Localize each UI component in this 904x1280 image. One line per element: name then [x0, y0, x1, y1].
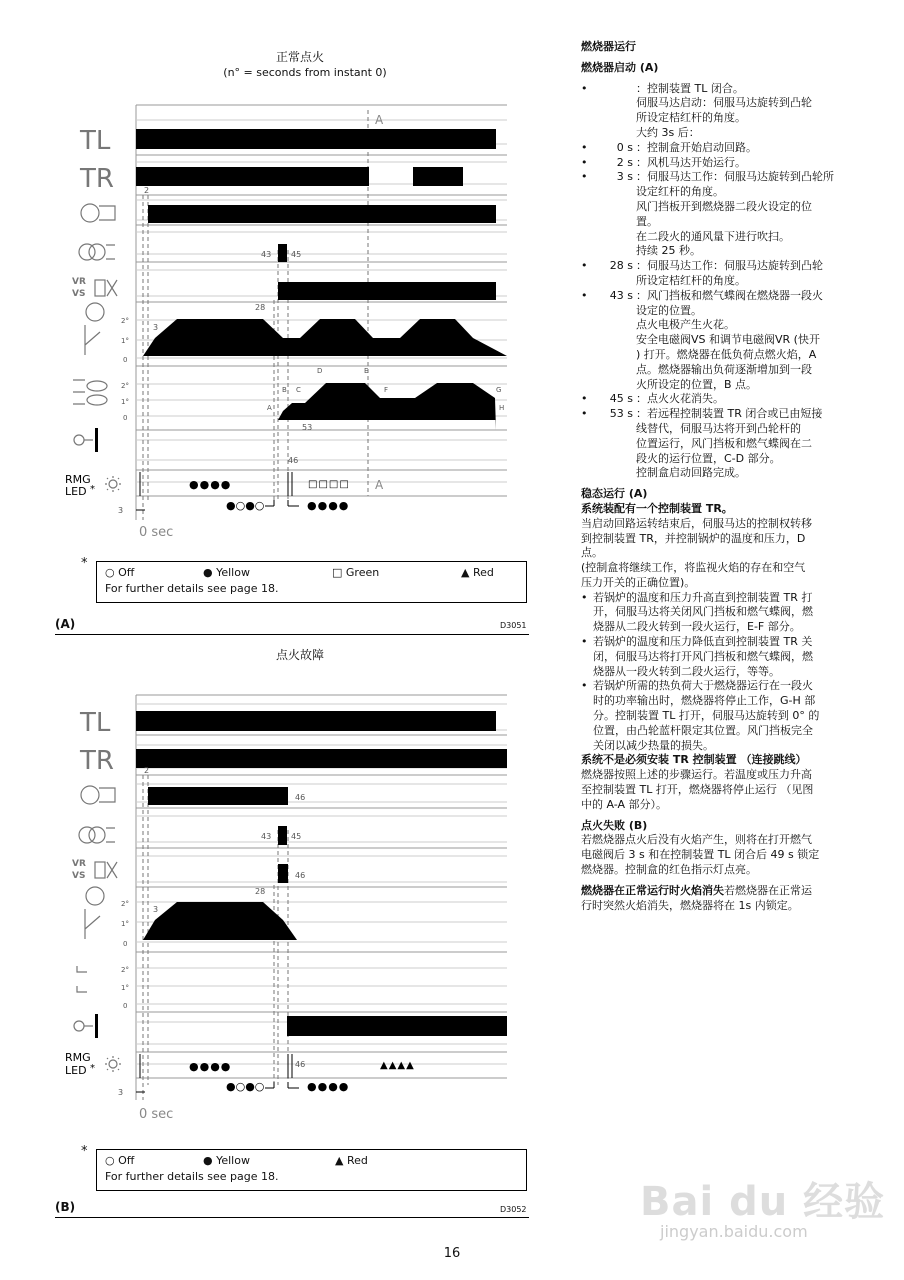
failure-line: 电磁阀后 3 s 和在控制装置 TL 闭合后 49 s 锁定	[581, 848, 820, 862]
legend-green: □ Green	[332, 566, 380, 579]
fig-a-led-seq-4: ●●●●	[307, 499, 350, 512]
steady-bullet-line: 时的功率输出时，燃烧器将停止工作，G-H 部	[593, 694, 816, 708]
fig-a-label-star: *	[90, 484, 95, 495]
fig-a-label-tr: TR	[80, 164, 114, 194]
start-item-line: ：伺服马达工作：伺服马达旋转到凸轮	[636, 259, 823, 273]
no-tr-line: 至控制装置 TL 打开，燃烧器将停止运行 （见图	[581, 783, 814, 797]
bullet: •	[581, 407, 588, 421]
steady-bullet-line: 烧器从二段火转到一段火运行，E-F 部分。	[593, 620, 801, 634]
steady-bullet-line: 位置，由凸轮蓝杆限定其位置。风门挡板完全	[593, 723, 813, 737]
fig-b-mark-45: 45	[291, 832, 302, 841]
fig-a-label-rmg: RMG	[65, 473, 91, 486]
start-item-line: ：控制装置 TL 闭合。	[636, 81, 744, 95]
start-item-line: ：点火火花消失。	[636, 392, 724, 406]
no-tr-line: 燃烧器按照上述的步骤运行。若温度或压力升高	[581, 768, 812, 782]
steady-bullet-line: 若锅炉所需的热负荷大于燃烧器运行在一段火	[593, 679, 813, 693]
fig-b-axis2-1: 1°	[121, 984, 129, 992]
fig-a-mark-2: 2	[144, 186, 150, 195]
start-item-line: 火所设定的位置，B 点。	[636, 377, 758, 391]
bullet: •	[581, 140, 588, 154]
fig-a-point-b: B	[282, 386, 287, 394]
fig-b-servomotor-icon	[85, 887, 104, 939]
fig-a-mark-45: 45	[291, 250, 302, 259]
fig-a-led-seq-1: ●●●●	[189, 478, 232, 491]
fig-b-label-rmg: RMG	[65, 1051, 91, 1064]
heading-ignition-failure: 点火失败 (B)	[581, 818, 648, 832]
start-items-list	[581, 82, 843, 482]
fig-a-mark-3: 3	[153, 323, 159, 332]
fig-a-mark-28: 28	[255, 303, 266, 312]
steady-line: (控制盒将继续工作，将监视火焰的存在和空气	[581, 561, 806, 575]
start-item	[581, 392, 843, 407]
fig-b-label-led: LED	[65, 1064, 87, 1077]
start-item	[581, 141, 843, 156]
fig-b-axis-2: 2°	[121, 900, 129, 908]
start-item-time: 45 s	[609, 392, 633, 406]
fig-b-legend	[96, 1149, 527, 1191]
fig-a-axis-2: 2°	[121, 317, 129, 325]
fig-a-mark-a-top: A	[375, 113, 384, 127]
fig-b-mark-43: 43	[261, 832, 272, 841]
start-item-line: ：控制盒开始启动回路。	[636, 140, 757, 154]
start-item-time: 28 s	[609, 259, 633, 273]
fig-a-gas-valve-icon	[73, 380, 107, 405]
legend-yellow: ● Yellow	[203, 566, 250, 579]
fig-a-label-vs: VS	[72, 289, 86, 299]
heading-no-tr: 系统不是必须安装 TR 控制装置 （连接跳线）	[581, 753, 807, 767]
fig-b-mark-46b: 46	[295, 871, 306, 880]
fig-a-legend	[96, 561, 527, 603]
fig-a-label-led: LED	[65, 485, 87, 498]
steady-paragraph	[581, 517, 843, 591]
fig-a-valve-icon	[95, 280, 117, 296]
start-item	[581, 259, 843, 289]
fig-b-tl-bar	[136, 711, 496, 731]
fig-b-timing-diagram	[55, 690, 515, 1130]
fig-b-fan-motor-icon	[81, 786, 115, 804]
fig-b-title: 点火故障	[275, 648, 324, 662]
fig-b-mark-46c: 46	[295, 1060, 306, 1069]
fig-b-gas-valve-icon	[77, 966, 87, 992]
fig-a-divider	[55, 634, 529, 635]
fig-b-label-vs: VS	[72, 871, 86, 881]
no-tr-line: 中的 A-A 部分）。	[581, 797, 668, 811]
start-item-time: 43 s	[609, 288, 633, 302]
fig-a-point-f: F	[384, 386, 389, 394]
start-item-line: 在二段火的通风量下进行吹扫。	[636, 229, 790, 243]
start-item-time: 0 s	[616, 140, 633, 154]
fig-a-mark-a-bottom: A	[375, 478, 384, 492]
steady-bullet	[581, 591, 843, 635]
page-number: 16	[443, 1246, 461, 1261]
fig-b-label-tr: TR	[80, 746, 114, 776]
start-item-line: 置。	[636, 214, 658, 228]
fig-b-flame-sensor-icon	[74, 1021, 93, 1031]
fig-b-legend-star: *	[81, 1144, 88, 1159]
fig-a-code: D3051	[500, 621, 527, 630]
start-item	[581, 407, 843, 481]
start-item	[581, 156, 843, 171]
fig-a-servo-curve	[143, 319, 507, 356]
fig-b-divider	[55, 1217, 529, 1218]
fig-a-ignition-transformer-icon	[79, 244, 115, 260]
bullet: •	[581, 81, 588, 95]
start-item-line: ：伺服马达工作：伺服马达旋转到凸轮所	[636, 170, 834, 184]
fig-a-point-a: A	[267, 404, 272, 412]
steady-line: 压力开关的正确位置)。	[581, 575, 696, 589]
fig-a-axis2-2: 2°	[121, 382, 129, 390]
start-item-line: ：若远程控制装置 TR 闭合或已由短接	[636, 407, 823, 421]
fig-a-mark-53: 53	[302, 423, 313, 432]
fig-b-axis-0: 0	[123, 940, 128, 948]
fig-b-label-tl: TL	[80, 708, 111, 738]
fig-a-valve-bar	[278, 282, 496, 300]
start-item-line: 风门挡板开到燃烧器二段火设定的位	[636, 199, 812, 213]
start-item-line: 段火的运行位置，C-D 部分。	[636, 451, 781, 465]
fig-a-mark-43: 43	[261, 250, 272, 259]
fig-a-label-tl: TL	[80, 126, 111, 156]
fig-b-tr-bar	[136, 749, 507, 768]
fig-a-mark-3-axis: 3	[118, 506, 124, 515]
heading-tr-installed: 系统装配有一个控制装置 TR。	[581, 501, 733, 515]
fig-a-ignition-bar	[278, 244, 287, 262]
start-item-time: 53 s	[609, 407, 633, 421]
fig-b-zero-sec: 0 sec	[139, 1107, 174, 1122]
start-item-line: 设定的位置。	[636, 303, 702, 317]
steady-line: 当启动回路运转结束后，伺服马达的控制权转移	[581, 516, 812, 530]
fig-a-point-g: G	[496, 386, 502, 394]
fig-a-mark-46: 46	[288, 456, 299, 465]
fig-b-mark-28: 28	[255, 887, 266, 896]
fig-a-axis2-1: 1°	[121, 398, 129, 406]
fig-a-point-h: H	[499, 404, 505, 412]
start-item-line: 持续 25 秒。	[636, 244, 701, 258]
fig-a-led-seq-2: ●○●○	[226, 499, 265, 512]
fig-a-tr-bar-1	[136, 167, 369, 186]
fig-a-led-sun-icon	[105, 476, 121, 492]
start-item-line: 位置运行，风门挡板和燃气蝶阀在二	[636, 436, 812, 450]
start-item-line: 设定红杆的角度。	[636, 185, 724, 199]
start-item-time: 2 s	[616, 155, 633, 169]
fig-b-led-seq-4: ▲▲▲▲	[380, 1060, 415, 1071]
fig-a-timing-diagram	[55, 100, 515, 550]
fig-b-led-sun-icon	[105, 1056, 121, 1072]
fig-b-led-seq-1: ●●●●	[189, 1060, 232, 1073]
heading-burner-start: 燃烧器启动 (A)	[581, 60, 659, 74]
flame-loss-paragraph	[581, 884, 843, 899]
legend-note: For further details see page 18.	[105, 582, 279, 595]
steady-bullet	[581, 635, 843, 679]
start-item	[581, 289, 843, 393]
no-tr-paragraph	[581, 768, 843, 812]
fig-b-led-seq-2: ●○●○	[226, 1080, 265, 1093]
start-item-line: 伺服马达启动：伺服马达旋转到凸轮	[636, 96, 812, 110]
fig-a-zero-sec: 0 sec	[139, 525, 174, 540]
start-item-line: ：风机马达开始运行。	[636, 155, 746, 169]
start-item-line: ) 打开。燃烧器在低负荷点燃火焰，A	[636, 347, 817, 361]
steady-bullet-line: 关闭以减少热量的损失。	[593, 738, 714, 752]
fig-a-axis2-0: 0	[123, 414, 128, 422]
legend-off: ○ Off	[105, 1154, 135, 1167]
fig-a-flame-sensor-icon	[74, 435, 93, 445]
fig-b-axis2-0: 0	[123, 1002, 128, 1010]
heading-steady-run: 稳态运行 (A)	[581, 487, 648, 501]
flame-loss-text-1: 若燃烧器在正常运	[724, 883, 812, 897]
fig-b-mark-46a: 46	[295, 793, 306, 802]
steady-line: 点。	[581, 546, 603, 560]
fig-a-servomotor-icon	[85, 303, 104, 355]
start-item-line: ：风门挡板和燃气蝶阀在燃烧器一段火	[636, 288, 823, 302]
start-item-line: 点。燃烧器输出负荷逐渐增加到一段	[636, 362, 812, 376]
fig-b-valve-bar	[278, 864, 288, 883]
steady-bullet-line: 若锅炉的温度和压力降低直到控制装置 TR 关	[593, 635, 813, 649]
fig-a-point-c: C	[296, 386, 301, 394]
fig-a-fan-bar	[148, 205, 496, 223]
steady-bullet-line: 分。控制装置 TL 打开，伺服马达旋转到 0° 的	[593, 709, 820, 723]
failure-line: 若燃烧器点火后没有火焰产生，则将在打开燃气	[581, 833, 812, 847]
fig-b-code: D3052	[500, 1205, 527, 1214]
fig-a-axis-0: 0	[123, 356, 128, 364]
fig-b-flame-bar	[287, 1016, 507, 1036]
legend-red: ▲ Red	[461, 566, 494, 579]
fig-b-mark-3: 3	[153, 905, 159, 914]
bullet: •	[581, 590, 588, 604]
fig-a-fan-motor-icon	[81, 204, 115, 222]
start-item-line: 大约 3s 后：	[636, 125, 700, 139]
legend-red: ▲ Red	[335, 1154, 368, 1167]
legend-note: For further details see page 18.	[105, 1170, 279, 1183]
fig-a-title: 正常点火	[275, 50, 324, 64]
fig-b-fan-bar	[148, 787, 288, 805]
fig-a-label-vr: VR	[72, 277, 86, 287]
legend-off: ○ Off	[105, 566, 135, 579]
bullet: •	[581, 679, 588, 693]
start-item-line: 线替代，伺服马达将开到凸轮杆的	[636, 421, 801, 435]
flame-loss-text-2: 行时突然火焰消失，燃烧器将在 1s 内锁定。	[581, 898, 799, 912]
fig-a-tl-bar	[136, 129, 496, 149]
fig-b-mark-2: 2	[144, 766, 150, 775]
watermark-url: jingyan.baidu.com	[660, 1222, 808, 1241]
right-column	[581, 40, 843, 913]
start-item-line: 控制盒启动回路完成。	[636, 466, 746, 480]
steady-bullet	[581, 679, 843, 753]
fig-b-valve-icon	[95, 862, 117, 878]
watermark-brand: Bai du 经验	[640, 1179, 886, 1225]
bullet: •	[581, 259, 588, 273]
bullet: •	[581, 392, 588, 406]
steady-bullet-line: 闭，伺服马达将打开风门挡板和燃气蝶阀，燃	[593, 649, 813, 663]
start-item-line: 安全电磁阀VS 和调节电磁阀VR (快开	[636, 333, 820, 347]
bullet: •	[581, 170, 588, 184]
heading-flame-loss: 燃烧器在正常运行时火焰消失	[581, 883, 724, 897]
bullet: •	[581, 635, 588, 649]
start-item-line: 所设定桔红杆的角度。	[636, 111, 746, 125]
fig-b-led-seq-3: ●●●●	[307, 1080, 350, 1093]
fig-a-axis-1: 1°	[121, 337, 129, 345]
failure-line: 燃烧器。控制盒的红色指示灯点亮。	[581, 863, 757, 877]
fig-a-label: (A)	[55, 617, 76, 631]
bullet: •	[581, 155, 588, 169]
bullet: •	[581, 288, 588, 302]
start-item	[581, 82, 843, 141]
start-item	[581, 170, 843, 259]
fig-b-label-star: *	[90, 1063, 95, 1074]
fig-a-point-e: E	[364, 367, 369, 375]
start-item-line: 所设定桔红杆的角度。	[636, 273, 746, 287]
start-item-line: 点火电极产生火花。	[636, 318, 735, 332]
fig-a-legend-star: *	[81, 556, 88, 571]
steady-bullets-list	[581, 591, 843, 754]
steady-line: 到控制装置 TR，并控制锅炉的温度和压力，D	[581, 531, 806, 545]
fig-b-ignition-bar	[278, 826, 287, 845]
steady-bullet-line: 开，伺服马达将关闭风门挡板和燃气蝶阀，燃	[593, 605, 813, 619]
fig-b-mark-3-axis: 3	[118, 1088, 124, 1097]
fig-a-subtitle: (n° = seconds from instant 0)	[223, 66, 387, 79]
failure-paragraph	[581, 833, 843, 877]
fig-a-flame-sensor-bar	[95, 428, 98, 452]
fig-a-led-seq-3: □□□□	[308, 479, 350, 490]
fig-b-label-vr: VR	[72, 859, 86, 869]
fig-b-label: (B)	[55, 1200, 76, 1214]
steady-bullet-line: 若锅炉的温度和压力升高直到控制装置 TR 打	[593, 590, 813, 604]
start-item-time: 3 s	[616, 170, 633, 184]
fig-a-tr-bar-2	[413, 167, 463, 186]
steady-bullet-line: 烧器从一段火转到二段火运行，等等。	[593, 664, 780, 678]
fig-b-ignition-transformer-icon	[79, 827, 115, 843]
fig-a-point-d: D	[317, 367, 323, 375]
fig-b-axis2-2: 2°	[121, 966, 129, 974]
fig-b-axis-1: 1°	[121, 920, 129, 928]
fig-b-flame-sensor-bar	[95, 1014, 98, 1038]
legend-yellow: ● Yellow	[203, 1154, 250, 1167]
heading-burner-run: 燃烧器运行	[581, 40, 636, 53]
